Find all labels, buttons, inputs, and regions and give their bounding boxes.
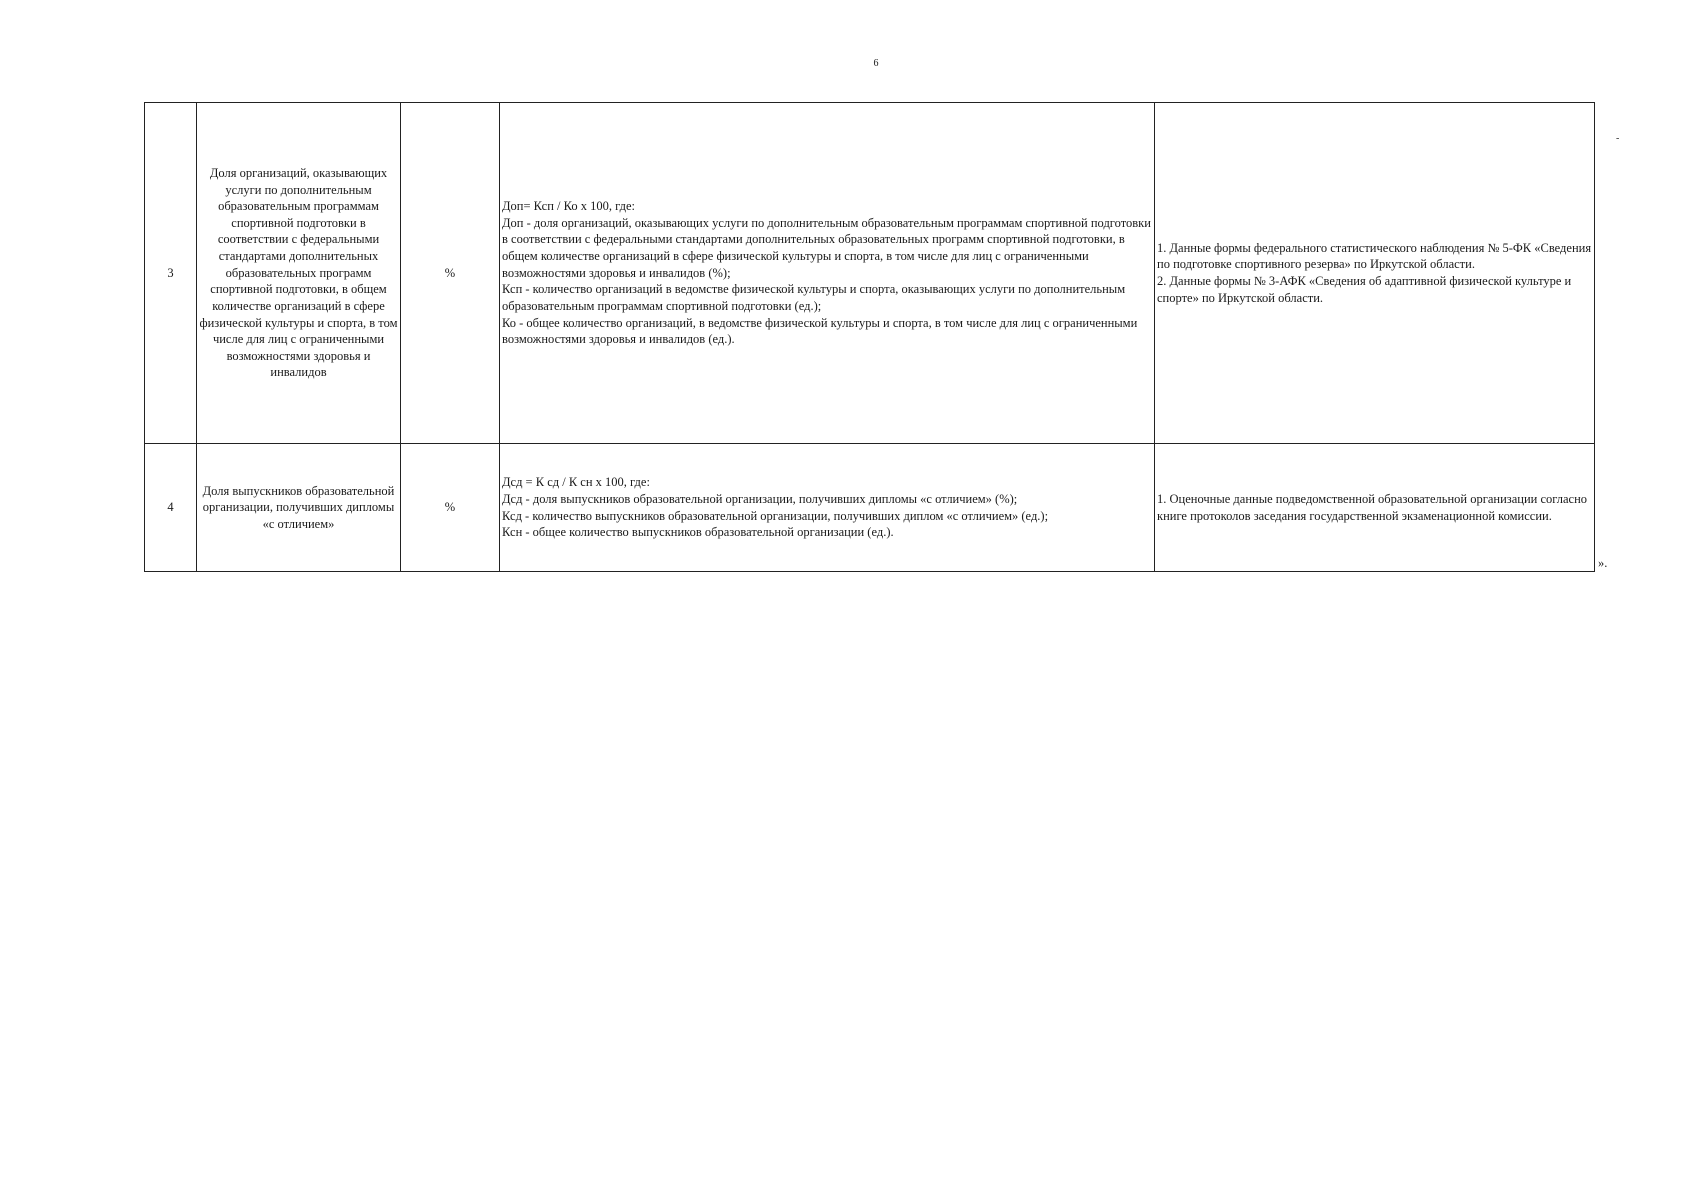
formula-line: Доп= Ксп / Ко х 100, где: xyxy=(502,199,635,214)
stray-mark: - xyxy=(1616,133,1620,144)
source-line: 1. Оценочные данные подведомственной образовательной организации согласно книге протоколов заседания государственной экзаменационной комиссии. xyxy=(1157,491,1588,523)
page-number: 6 xyxy=(873,58,879,69)
formula-line: Доп - доля организаций, оказывающих услуги по дополнительным образовательным программам спортивной подготовки в соответствии с федеральными стандартами дополнительных образовательных программ спортивной подготовки, в общем количестве организаций в сфере физической культуры и спорта, в том числе для лиц с ограниченными возможностями здоровья и инвалидов (%); xyxy=(502,215,1151,280)
formula-line: Ксд - количество выпускников образовательной организации, получивших диплом «с отличием» (ед.); xyxy=(502,508,1049,523)
formula-line: Ксн - общее количество выпускников образовательной организации (ед.). xyxy=(502,525,894,540)
formula-cell xyxy=(500,444,1155,572)
formula-line: Дсд - доля выпускников образовательной организации, получивших дипломы «с отличием» (%); xyxy=(502,491,1018,506)
indicator-name-cell: Доля организаций, оказывающих услуги по дополнительным образовательным программам спортивной подготовки в соответствии с федеральными стандартами дополнительных образовательных программ спортивной подготовки, в общем количестве организаций в сфере физической культуры и спорта, в том числе для лиц с ограниченными возможностями здоровья и инвалидов xyxy=(197,103,401,444)
source-line: 2. Данные формы № 3-АФК «Сведения об адаптивной физической культуре и спорте» по Иркутской области. xyxy=(1157,274,1572,305)
source-line: 1. Данные формы федерального статистического наблюдения № 5-ФК «Сведения по подготовке спортивного резерва» по Иркутской области. xyxy=(1157,240,1592,272)
data-source-cell xyxy=(1155,103,1595,444)
indicator-name-cell: Доля выпускников образовательной организации, получивших дипломы «с отличием» xyxy=(197,444,401,572)
closing-quote-mark: ». xyxy=(1598,556,1608,570)
formula-cell xyxy=(500,103,1155,444)
indicators-table xyxy=(144,102,1595,572)
table-row xyxy=(145,444,1595,572)
unit-cell: % xyxy=(401,444,500,572)
table-row xyxy=(145,103,1595,444)
formula-line: Дсд = К сд / К сн х 100, где: xyxy=(502,475,650,490)
unit-cell: % xyxy=(401,103,500,444)
data-source-cell xyxy=(1155,444,1595,572)
formula-line: Ко - общее количество организаций, в ведомстве физической культуры и спорта, в том числе для лиц с ограниченными возможностями здоровья и инвалидов (ед.). xyxy=(502,315,1138,347)
row-number-cell: 4 xyxy=(145,444,197,572)
row-number-cell: 3 xyxy=(145,103,197,444)
formula-line: Ксп - количество организаций в ведомстве физической культуры и спорта, оказывающих услуги по дополнительным образовательным программам спортивной подготовки (ед.); xyxy=(502,282,1126,313)
